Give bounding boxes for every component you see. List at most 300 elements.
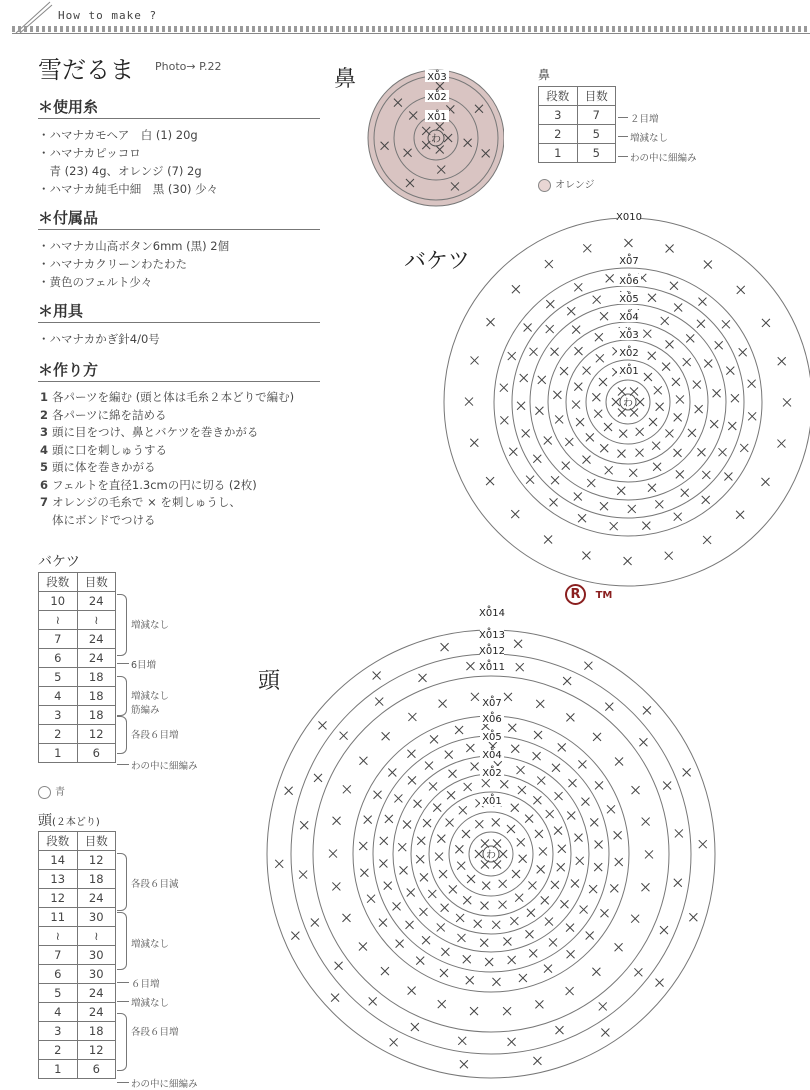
head-note: 増減なし	[131, 939, 170, 950]
table-cell: ≀	[77, 927, 116, 946]
stitch-mark	[509, 448, 517, 456]
table-row	[39, 946, 116, 965]
stitch-mark	[655, 500, 663, 508]
stitch-mark	[643, 330, 651, 338]
stitch-mark	[466, 976, 474, 984]
stitch-mark	[381, 967, 389, 975]
stitch-mark	[674, 449, 682, 457]
step-text: 頭に目をつけ、鼻とバケツを巻きかがる	[52, 425, 259, 439]
table-row	[39, 687, 116, 706]
table-row	[39, 630, 116, 649]
stitch-mark	[557, 863, 565, 871]
stitch-mark	[544, 436, 552, 444]
step-number: 4	[40, 442, 49, 457]
stitch-mark	[423, 819, 431, 827]
stitch-mark	[429, 782, 437, 790]
stitch-mark	[572, 326, 580, 334]
stitch-mark	[445, 751, 453, 759]
step-text: 各パーツを編む (頭と体は毛糸２本どりで編む)	[52, 390, 295, 404]
stitch-mark	[510, 917, 518, 925]
stitch-mark	[648, 294, 656, 302]
stitch-mark	[538, 376, 546, 384]
head-row-table	[38, 831, 116, 1079]
stitch-mark	[748, 380, 756, 388]
bracket	[117, 716, 127, 754]
stitch-mark	[291, 932, 299, 940]
stitch-mark	[595, 781, 603, 789]
round-label: X0̊7	[619, 256, 639, 267]
stitch-mark	[492, 818, 500, 826]
stitch-mark	[545, 260, 553, 268]
stitch-mark	[686, 334, 694, 342]
stitch-mark	[285, 787, 293, 795]
table-cell: 24	[77, 984, 116, 1003]
stitch-mark	[525, 815, 533, 823]
stitch-mark	[656, 979, 664, 987]
stitch-mark	[474, 920, 482, 928]
step-number: 5	[40, 460, 49, 474]
stitch-mark	[615, 943, 623, 951]
magic-ring-label: わ	[486, 850, 496, 861]
stitch-mark	[332, 882, 340, 890]
stitch-mark	[433, 804, 441, 812]
stitch-mark	[604, 423, 612, 431]
stitch-mark	[449, 885, 457, 893]
stitch-mark	[417, 837, 425, 845]
stitch-mark	[636, 449, 644, 457]
nose-diagram-label: 鼻	[334, 67, 357, 92]
stitch-mark	[515, 894, 523, 902]
stitch-mark	[600, 444, 608, 452]
stitch-mark	[420, 873, 428, 881]
stitch-mark	[645, 850, 653, 858]
stitch-mark	[665, 429, 673, 437]
stitch-mark	[568, 779, 576, 787]
stitch-mark	[534, 731, 542, 739]
stitch-mark	[466, 662, 474, 670]
stitch-mark	[563, 677, 571, 685]
stitch-mark	[300, 821, 308, 829]
column-header: 目数	[577, 87, 616, 106]
stitch-mark	[583, 244, 591, 252]
stitch-mark	[437, 835, 445, 843]
stitch-mark	[554, 827, 562, 835]
stitch-mark	[374, 791, 382, 799]
stitch-mark	[482, 779, 490, 787]
stitch-mark	[275, 860, 283, 868]
table-row	[39, 908, 116, 927]
head-note: わの中に細編み	[131, 1079, 198, 1090]
table-row	[39, 649, 116, 668]
table-row	[39, 870, 116, 889]
stitch-mark	[379, 919, 387, 927]
stitch-mark	[533, 1057, 541, 1065]
stitch-mark	[390, 1038, 398, 1046]
table-row	[39, 706, 116, 725]
page-header: How to make ?	[58, 9, 158, 22]
stitch-mark	[482, 882, 490, 890]
stitch-mark	[761, 478, 769, 486]
bracket	[618, 117, 628, 118]
stitch-mark	[578, 760, 586, 768]
table-cell: 18	[77, 1022, 116, 1041]
table-cell: 5	[577, 144, 616, 163]
stitch-mark	[508, 1038, 516, 1046]
table-cell: ≀	[39, 611, 78, 630]
table-cell: 7	[39, 630, 78, 649]
table-row	[539, 125, 616, 144]
step-text: 頭に口を刺しゅうする	[52, 442, 167, 457]
list-item: ・ハマナカクリーンわたわた	[38, 257, 188, 271]
stitch-mark	[619, 430, 627, 438]
table-row	[39, 984, 116, 1003]
table-cell: 3	[39, 706, 78, 725]
stitch-mark	[398, 843, 406, 851]
stitch-mark	[406, 921, 414, 929]
table-cell: 1	[539, 144, 578, 163]
stitch-mark	[736, 511, 744, 519]
stitch-mark	[595, 841, 603, 849]
stitch-mark	[594, 863, 602, 871]
table-row	[39, 1022, 116, 1041]
stitch-mark	[589, 885, 597, 893]
stitch-mark	[593, 733, 601, 741]
stitch-mark	[555, 792, 563, 800]
step-text: 頭に体を巻きかがる	[52, 460, 156, 474]
table-row	[39, 1060, 116, 1079]
stitch-mark	[384, 882, 392, 890]
stitch-mark	[471, 693, 479, 701]
stitch-mark	[500, 416, 508, 424]
stitch-mark	[519, 974, 527, 982]
stitch-mark	[551, 881, 559, 889]
bracket	[117, 1082, 129, 1083]
stitch-mark	[649, 418, 657, 426]
stitch-mark	[437, 923, 445, 931]
stitch-mark	[512, 285, 520, 293]
stitch-mark	[778, 357, 786, 365]
stitch-mark	[373, 672, 381, 680]
table-cell: 1	[39, 744, 78, 763]
stitch-mark	[586, 433, 594, 441]
stitch-mark	[698, 298, 706, 306]
registered-logo	[565, 583, 612, 605]
stitch-mark	[359, 757, 367, 765]
stitch-mark	[567, 812, 575, 820]
stitch-mark	[580, 906, 588, 914]
stitch-mark	[695, 405, 703, 413]
stitch-mark	[367, 895, 375, 903]
stitch-mark	[558, 845, 566, 853]
head-diagram-label: 頭	[258, 669, 281, 694]
stitch-mark	[565, 438, 573, 446]
stitch-mark	[492, 978, 500, 986]
stitch-mark	[666, 245, 674, 253]
bracket	[117, 663, 129, 664]
stitch-mark	[596, 354, 604, 362]
method-step	[40, 389, 294, 407]
stitch-mark	[507, 825, 515, 833]
stitch-mark	[407, 888, 415, 896]
step-number: 6	[40, 477, 49, 492]
table-cell: 10	[39, 592, 78, 611]
stitch-mark	[683, 768, 691, 776]
bucket-table-title: バケツ	[38, 554, 80, 570]
accessories-heading: ＊付属品	[38, 209, 99, 227]
stitch-mark	[676, 470, 684, 478]
table-cell: 2	[39, 1041, 78, 1060]
round-label: X0̊1	[482, 796, 502, 807]
stitch-mark	[535, 830, 543, 838]
stitch-mark	[467, 875, 475, 883]
stitch-mark	[607, 805, 615, 813]
head-note: 各段６目増	[131, 1027, 179, 1038]
round-label: X0̊2	[427, 92, 447, 103]
stitch-mark	[624, 557, 632, 565]
stitch-mark	[408, 713, 416, 721]
stitch-mark	[364, 816, 372, 824]
stitch-mark	[777, 440, 785, 448]
stitch-mark	[503, 1007, 511, 1015]
column-header: 目数	[77, 573, 116, 592]
stitch-mark	[724, 472, 732, 480]
stitch-mark	[697, 448, 705, 456]
table-row	[39, 744, 116, 763]
stitch-mark	[485, 958, 493, 966]
stitch-mark	[408, 776, 416, 784]
stitch-mark	[748, 412, 756, 420]
stitch-mark	[416, 855, 424, 863]
stitch-mark	[359, 943, 367, 951]
stitch-mark	[449, 770, 457, 778]
stitch-mark	[422, 936, 430, 944]
nose-legend	[538, 176, 595, 192]
stitch-mark	[447, 791, 455, 799]
bracket	[117, 982, 129, 983]
stitch-mark	[503, 937, 511, 945]
stitch-mark	[715, 341, 723, 349]
head-table-title	[38, 810, 100, 830]
round-label: X0̊3	[619, 330, 639, 341]
color-swatch	[38, 786, 51, 799]
accessories-list	[38, 237, 229, 291]
stitch-mark	[676, 395, 684, 403]
table-row	[39, 592, 116, 611]
stitch-mark	[587, 479, 595, 487]
stitch-mark	[728, 422, 736, 430]
stitch-mark	[419, 908, 427, 916]
stitch-mark	[566, 713, 574, 721]
stitch-mark	[702, 471, 710, 479]
stitch-mark	[594, 410, 602, 418]
stitch-mark	[500, 384, 508, 392]
bucket-note: 6目増	[131, 660, 157, 671]
stitch-mark	[595, 333, 603, 341]
stitch-mark	[555, 1026, 563, 1034]
stitch-mark	[661, 317, 669, 325]
stitch-mark	[582, 456, 590, 464]
round-label: X0̊5	[482, 732, 502, 743]
stitch-mark	[408, 987, 416, 995]
stitch-mark	[439, 870, 447, 878]
table-cell: 13	[39, 870, 78, 889]
stitch-mark	[400, 866, 408, 874]
stitch-mark	[648, 352, 656, 360]
stitch-mark	[583, 367, 591, 375]
stitch-mark	[411, 1023, 419, 1031]
stitch-mark	[552, 764, 560, 772]
stitch-mark	[737, 286, 745, 294]
column-header: 段数	[39, 573, 78, 592]
table-cell: 3	[539, 106, 578, 125]
stitch-mark	[487, 318, 495, 326]
stitch-mark	[593, 296, 601, 304]
stitch-mark	[642, 522, 650, 530]
stitch-mark	[517, 838, 525, 846]
stitch-mark	[581, 798, 589, 806]
stitch-mark	[455, 845, 463, 853]
stitch-mark	[656, 403, 664, 411]
stitch-mark	[460, 1060, 468, 1068]
stitch-mark	[527, 909, 535, 917]
bracket	[117, 676, 127, 716]
stitch-mark	[546, 810, 554, 818]
stitch-mark	[466, 744, 474, 752]
round-label: X0̊3	[427, 72, 447, 83]
stitch-mark	[541, 896, 549, 904]
round-label: X0̊7	[482, 698, 502, 709]
stitch-mark	[511, 745, 519, 753]
stitch-mark	[379, 859, 387, 867]
table-cell: 6	[39, 649, 78, 668]
table-row	[39, 851, 116, 870]
stitch-mark	[697, 320, 705, 328]
stitch-mark	[615, 757, 623, 765]
stitch-mark	[592, 393, 600, 401]
stitch-mark	[644, 373, 652, 381]
stitch-mark	[430, 735, 438, 743]
stitch-mark	[643, 706, 651, 714]
stitch-mark	[311, 918, 319, 926]
stitch-mark	[517, 766, 525, 774]
bucket-note: 増減なし	[131, 620, 170, 631]
stitch-mark	[783, 398, 791, 406]
stitch-mark	[407, 750, 415, 758]
trademark-mark: TM	[595, 590, 613, 601]
stitch-mark	[560, 900, 568, 908]
stitch-mark	[634, 968, 642, 976]
stitch-mark	[458, 1037, 466, 1045]
table-cell: 18	[77, 706, 116, 725]
stitch-mark	[560, 367, 568, 375]
head-subtitle: (２本どり)	[52, 817, 100, 828]
bracket	[117, 853, 127, 911]
method-heading: ＊作り方	[38, 361, 99, 379]
stitch-mark	[414, 800, 422, 808]
tools-divider	[38, 322, 320, 323]
stitch-mark	[555, 415, 563, 423]
stitch-mark	[396, 940, 404, 948]
step-text: 体にボンドでつける	[52, 512, 156, 527]
stitch-mark	[688, 429, 696, 437]
stitch-mark	[508, 956, 516, 964]
stitch-mark	[439, 700, 447, 708]
stitch-mark	[544, 535, 552, 543]
stitch-mark	[440, 969, 448, 977]
round-label: X0̊13	[479, 630, 505, 641]
table-cell: 24	[77, 1003, 116, 1022]
bucket-row-table	[38, 572, 116, 763]
stitch-mark	[516, 663, 524, 671]
bracket	[618, 156, 628, 157]
stitch-mark	[551, 476, 559, 484]
stitch-mark	[660, 926, 668, 934]
stitch-mark	[674, 413, 682, 421]
stitch-mark	[524, 324, 532, 332]
table-cell: 30	[77, 946, 116, 965]
yarn-heading: ＊使用糸	[38, 98, 99, 116]
stitch-mark	[578, 514, 586, 522]
head-note: 増減なし	[131, 998, 170, 1009]
round-label: X0̊6	[619, 276, 639, 287]
step-number: 1	[40, 390, 49, 404]
stitch-mark	[674, 303, 682, 311]
stitch-mark	[340, 732, 348, 740]
stitch-mark	[574, 834, 582, 842]
stitch-mark	[704, 360, 712, 368]
stitch-mark	[567, 307, 575, 315]
stitch-mark	[612, 398, 620, 406]
stitch-mark	[385, 815, 393, 823]
stitch-mark	[500, 780, 508, 788]
stitch-mark	[463, 896, 471, 904]
stitch-mark	[441, 904, 449, 912]
stitch-mark	[605, 466, 613, 474]
stitch-mark	[567, 950, 575, 958]
bracket	[117, 764, 129, 765]
stitch-mark	[617, 487, 625, 495]
registered-mark: R	[565, 584, 586, 605]
stitch-mark	[416, 957, 424, 965]
stitch-mark	[599, 378, 607, 386]
header-divider-line	[12, 33, 810, 34]
stitch-mark	[663, 782, 671, 790]
stitch-mark	[335, 962, 343, 970]
stitch-mark	[508, 352, 516, 360]
bucket-note: わの中に細編み	[131, 761, 198, 772]
bucket-note: 増減なし	[131, 691, 170, 702]
table-cell: 6	[77, 1060, 116, 1079]
stitch-mark	[674, 879, 682, 887]
stitch-mark	[553, 391, 561, 399]
stitch-mark	[699, 840, 707, 848]
table-cell: 4	[39, 1003, 78, 1022]
stitch-mark	[382, 732, 390, 740]
stitch-mark	[549, 938, 557, 946]
head-note: ６目増	[131, 979, 160, 990]
method-step	[40, 477, 294, 495]
stitch-mark	[545, 918, 553, 926]
method-step	[40, 459, 294, 477]
stitch-mark	[662, 363, 670, 371]
nose-diagram	[364, 68, 504, 208]
stitch-mark	[674, 513, 682, 521]
table-cell: 24	[77, 889, 116, 908]
bucket-note: 各段６目増	[131, 730, 179, 741]
stitch-mark	[529, 348, 537, 356]
nose-note: ２目増	[630, 114, 659, 125]
bracket	[117, 1013, 127, 1071]
